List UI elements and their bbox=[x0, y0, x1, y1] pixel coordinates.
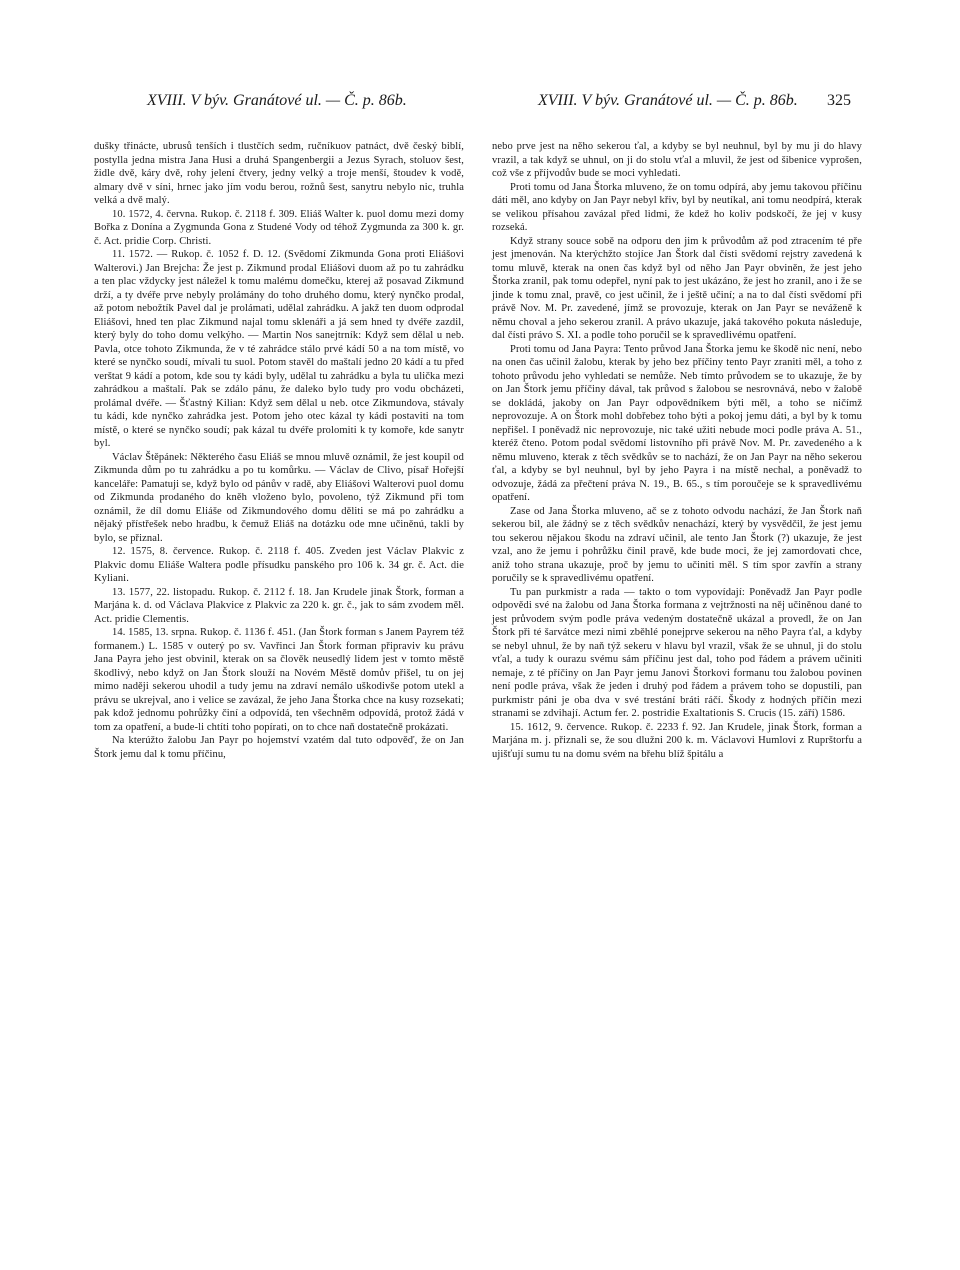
paragraph: Zase od Jana Štorka mluveno, ač se z tohoto odvodu nachází, že Jan Štork naň sekerou bil, ale žádný se z těch svědkův nenachází, který by vysvědčil, že jest jemu tou sekerou nějakou škodu na zdraví učinil, ale tento Jan Štork (?) ukazuje, že jest vzal, ano že jemu i pohrůžku činil pravě, kde bude moci, že jej zamordovati chce, aniž toho strana ukazuje, proč by jemu to učiniti měl. S tím spor zavřín a strany poručily se k spravedlivému opatření. bbox=[492, 505, 862, 584]
paragraph: 15. 1612, 9. července. Rukop. č. 2233 f. 92. Jan Krudele, jinak Štork, forman a Marjána m. j. přiznali se, že sou dlužni 200 k. m. Václavovi Humlovi z Ruprštorfu a ujišťují sumu tu na domu svém na břehu blíž špitálu a bbox=[492, 721, 862, 760]
page-number: 325 bbox=[827, 92, 851, 109]
right-column bbox=[492, 140, 862, 761]
paragraph: Když strany souce sobě na odporu den jim k průvodům až pod ztracením té pře jest jmenován. Na kterýchžto stojíce Jan Štork dal čísti svědomí rejstry zavedená k tomu mluvě, kterak na onen čas když byl od něho Jan Payr obviněn, že jest jeho Štorka zranil, pak tomu odepřel, nyní pak to jest ukázáno, že jest ho zranil, ano i že se jinde k tomu znal, pravě, co jest učinil, že i ještě učiní; a na to dal čísti svědomí při právě Nov. M. Pr. zavedené, jímž se provozuje, kterak on Jan Payr se neváženě k němu choval a jeho sekerou zranil. A právo ukazuje, jaká takového pokuta následuje, dal čísti právo S. XI. a podle toho poručil se k spravedlivému opatření. bbox=[492, 235, 862, 341]
paragraph: dušky třinácte, ubrusů tenších i tlustčích sedm, ručníkuov patnáct, dvě český biblí, postylla jedna mistra Jana Husi a druhá Spangenbergii a Jezus Syrach, stoluov šest, židle dvě, káry dvě, rohy jelení čtvery, jedny velký a troje menší, štoudev k vodě, almary dvě v síni, hrnec jako jím vodu berou, rožnů šest, sanytru nebylo nic, truhla velká a dvě malý. bbox=[94, 141, 464, 206]
left-column bbox=[94, 140, 464, 761]
paragraph: Na kterúžto žalobu Jan Payr po hojemství vzatém dal tuto odpověď, že on Jan Štork jemu dal k tomu příčinu, bbox=[94, 735, 464, 760]
paragraph: nebo prve jest na něho sekerou ťal, a kdyby se byl neuhnul, byl by mu ji do hlavy vrazil, a tak když se uhnul, on ji do stolu vťal a mluvil, že jest od šibenice vyprošen, což vše z příjvodův bude se moci vyhledati. bbox=[492, 141, 862, 179]
paragraph: 10. 1572, 4. června. Rukop. č. 2118 f. 309. Eliáš Walter k. puol domu mezi domy Bořka z Donína a Zygmunda Gona z Studené Vody od téhož Zygmunda za 300 k. gr. č. Act. pridie Corp. Christi. bbox=[94, 208, 464, 247]
running-header-right: XVIII. V býv. Granátové ul. — Č. p. 86b. bbox=[538, 92, 798, 109]
paragraph: 11. 1572. — Rukop. č. 1052 f. D. 12. (Svědomí Zikmunda Gona proti Eliášovi Walterovi.) Jan Brejcha: Že jest p. Zikmund prodal Eliášovi duom až po tu zahrádku a ten plac vždycky jest náležel k tomu malému domečku, kterej až posavad Zikmund drží, a ty dvéře prve nebyly prolámány do toho druhého domu, který nynčko prodal, až potom nebožtík Pavel dal je prolámati, udělal zahrádku. A jakž ten duom odprodal Eliášovi, hned ten plac Zikmund najal tomu sklenáři a já sem hned ty dvéře zazdil, který byly do toho domu velkýho. — Martin Nos sanejtrník: Když sem dělal u neb. Pavla, otce tohoto Zikmunda, že v té zahrádce stálo prvé kádí 50 a na tom místě, vo které se nynčko soudí, mívali tu suol. Potom stavěl do maštalí jedno 20 kádí a tu před verštat 9 kádí a potom, kde sou ty kádi byly, udělal tu zahrádku a byla tu ulička mezi zahrádkou a maštalí. Pak se zdálo pánu, že daleko bylo tudy pro vodu obcházeti, prolámal dvéře. — Šťastný Kilian: Když sem dělal u neb. otce Zikmundova, stávaly tu kádi, kde nynčko zahrádka jest. Potom jeho otec kázal ty kádi postaviti na tom místě, o které se nynčko soudí; pak kázal tu dvéře prolomiti k ty komoře, kde sanytr byl. bbox=[94, 249, 464, 449]
paragraph: 14. 1585, 13. srpna. Rukop. č. 1136 f. 451. (Jan Štork forman s Janem Payrem též formanem.) L. 1585 v outerý po sv. Vavřinci Jan Štork forman připraviv ku právu Jana Payra jeho jest obvinil, kterak on sa člověk neusedlý lidem jest v tomto městě škodlivý, nebo když on Jan Štork slouží na Novém Městě domův přišel, tu on jej mimo naději sekerou uhodil a tudy jemu na zdraví nemálo uškodivše potom utekl a právu se ukrejval, ano i velice se zavázal, že jeho Jana Štorka chce na kusy rozsekati; pak kdož jednomu pohrůžky činí a odpovídá, ten všechněm odpovídá, protož žádá v tom za opatření, a bude-li chtíti toho popírati, on to chce naň dostatečně prokázati. bbox=[94, 627, 464, 733]
paragraph: Václav Štěpánek: Některého času Eliáš se mnou mluvě oznámil, že jest koupil od Zikmunda dům po tu zahrádku a po tu komůrku. — Václav de Clivo, písař Hořejší kanceláře: Pamatuji se, když bylo od pánův v radě, aby Eliášovi Walterovi puol domu od Zikmunda prodaného do kněh vloženo bylo, povoleno, týž Zikmund při tom oznámil, že díl domu Eliáše od Zikmundového domu děliti se má po zahrádku a nějaký přístřešek nebo hradbu, k čemuž Eliáš na dotázku ode mne učiněnú, takli by bylo, se přiznal. bbox=[94, 451, 464, 544]
paragraph: 13. 1577, 22. listopadu. Rukop. č. 2112 f. 18. Jan Krudele jinak Štork, forman a Marjána k. d. od Václava Plakvice z Plakvic za 220 k. gr. č., jak to sám zvodem měl. Act. pridie Clementis. bbox=[94, 586, 464, 625]
paragraph: 12. 1575, 8. července. Rukop. č. 2118 f. 405. Zveden jest Václav Plakvic z Plakvic domu Eliáše Waltera podle přísudku panského pro 106 k. 34 gr. č. Act. die Kyliani. bbox=[94, 546, 464, 584]
paragraph: Proti tomu od Jana Štorka mluveno, že on tomu odpírá, aby jemu takovou příčinu dáti měl, ano kdyby on Jan Payr nebyl křiv, byl by neutíkal, ani tomu neodpírá, kterak se velikou přísahou zavázal před lidmi, že kdež ho koliv podskočí, že jej v kusy rozseká. bbox=[492, 181, 862, 233]
paragraph: Tu pan purkmistr a rada — takto o tom vypovídají: Poněvadž Jan Payr podle odpovědi své na žalobu od Jana Štorka formana z vejtržnosti na něj učiněnou dané to jest průvodem svým podle práva vedeným dostatečně ukázal a provedl, že on Jan Štork při té šarvátce mezi nimi zběhlé ponejprve sekerou na něho Payra ťal, a kdyby se nebyl uhnul, že by naň týž sekeru v hlavu byl vrazil, však že se uhnul, ji do stolu vťal, a tudy k ourazu svému sám příčinu jest dal, toho pod řádem a právem učiniti nemaje, z té příčiny on Jan Payr jemu Janovi Štorkovi formanu tou žalobou povinen není podle práva, však že jeden i druhý pod řádem a právem toho se dopustili, pan purkmistr páni je oba dva v své trestání bráti ráčí. Škody z hodných příčin mezi stranami se zdvihají. Actum fer. 2. postridie Exaltationis S. Crucis (15. září) 1586. bbox=[492, 586, 862, 719]
running-header-left: XVIII. V býv. Granátové ul. — Č. p. 86b. bbox=[147, 92, 407, 109]
paragraph: Proti tomu od Jana Payra: Tento průvod Jana Štorka jemu ke škodě nic není, nebo na onen čas učinil žalobu, kterak by jeho bez příčiny tento Payr zraniti měl, a toho z tohoto průvodu jeho vyhledati se nemůže. Neb tímto průvodem se to ukazuje, že by on Jan Štork jemu příčiny dával, tak průvod s žalobou se nesrovnává, nebo v žalobě se dokládá, jakoby on Jan Payr odpovědníkem býti měl, a toho se ničímž neprovozuje. A on Štork mohl dobřebez toho býti a pokoj jemu dáti, a byl by k tomu nepřišel. I poněvadž nic neprovozuje, nic také užiti nebude moci podle práva A. 51., kteréž čteno. Potom podal svědomí listovního při právě Nov. M. Pr. zavedeného a k němu mluveno, kterak z těch svědkův se to nachází, že on Jan Payr na něho sekerou ťal, a kdyby se byl neuhnul, byl by jeho Payra i na místě nechal, a poněvadž to odvozuje, žádá za přečtení práva N. 19., B. 65., s tím poroučeje se k spravedlivému opatření. bbox=[492, 343, 862, 503]
